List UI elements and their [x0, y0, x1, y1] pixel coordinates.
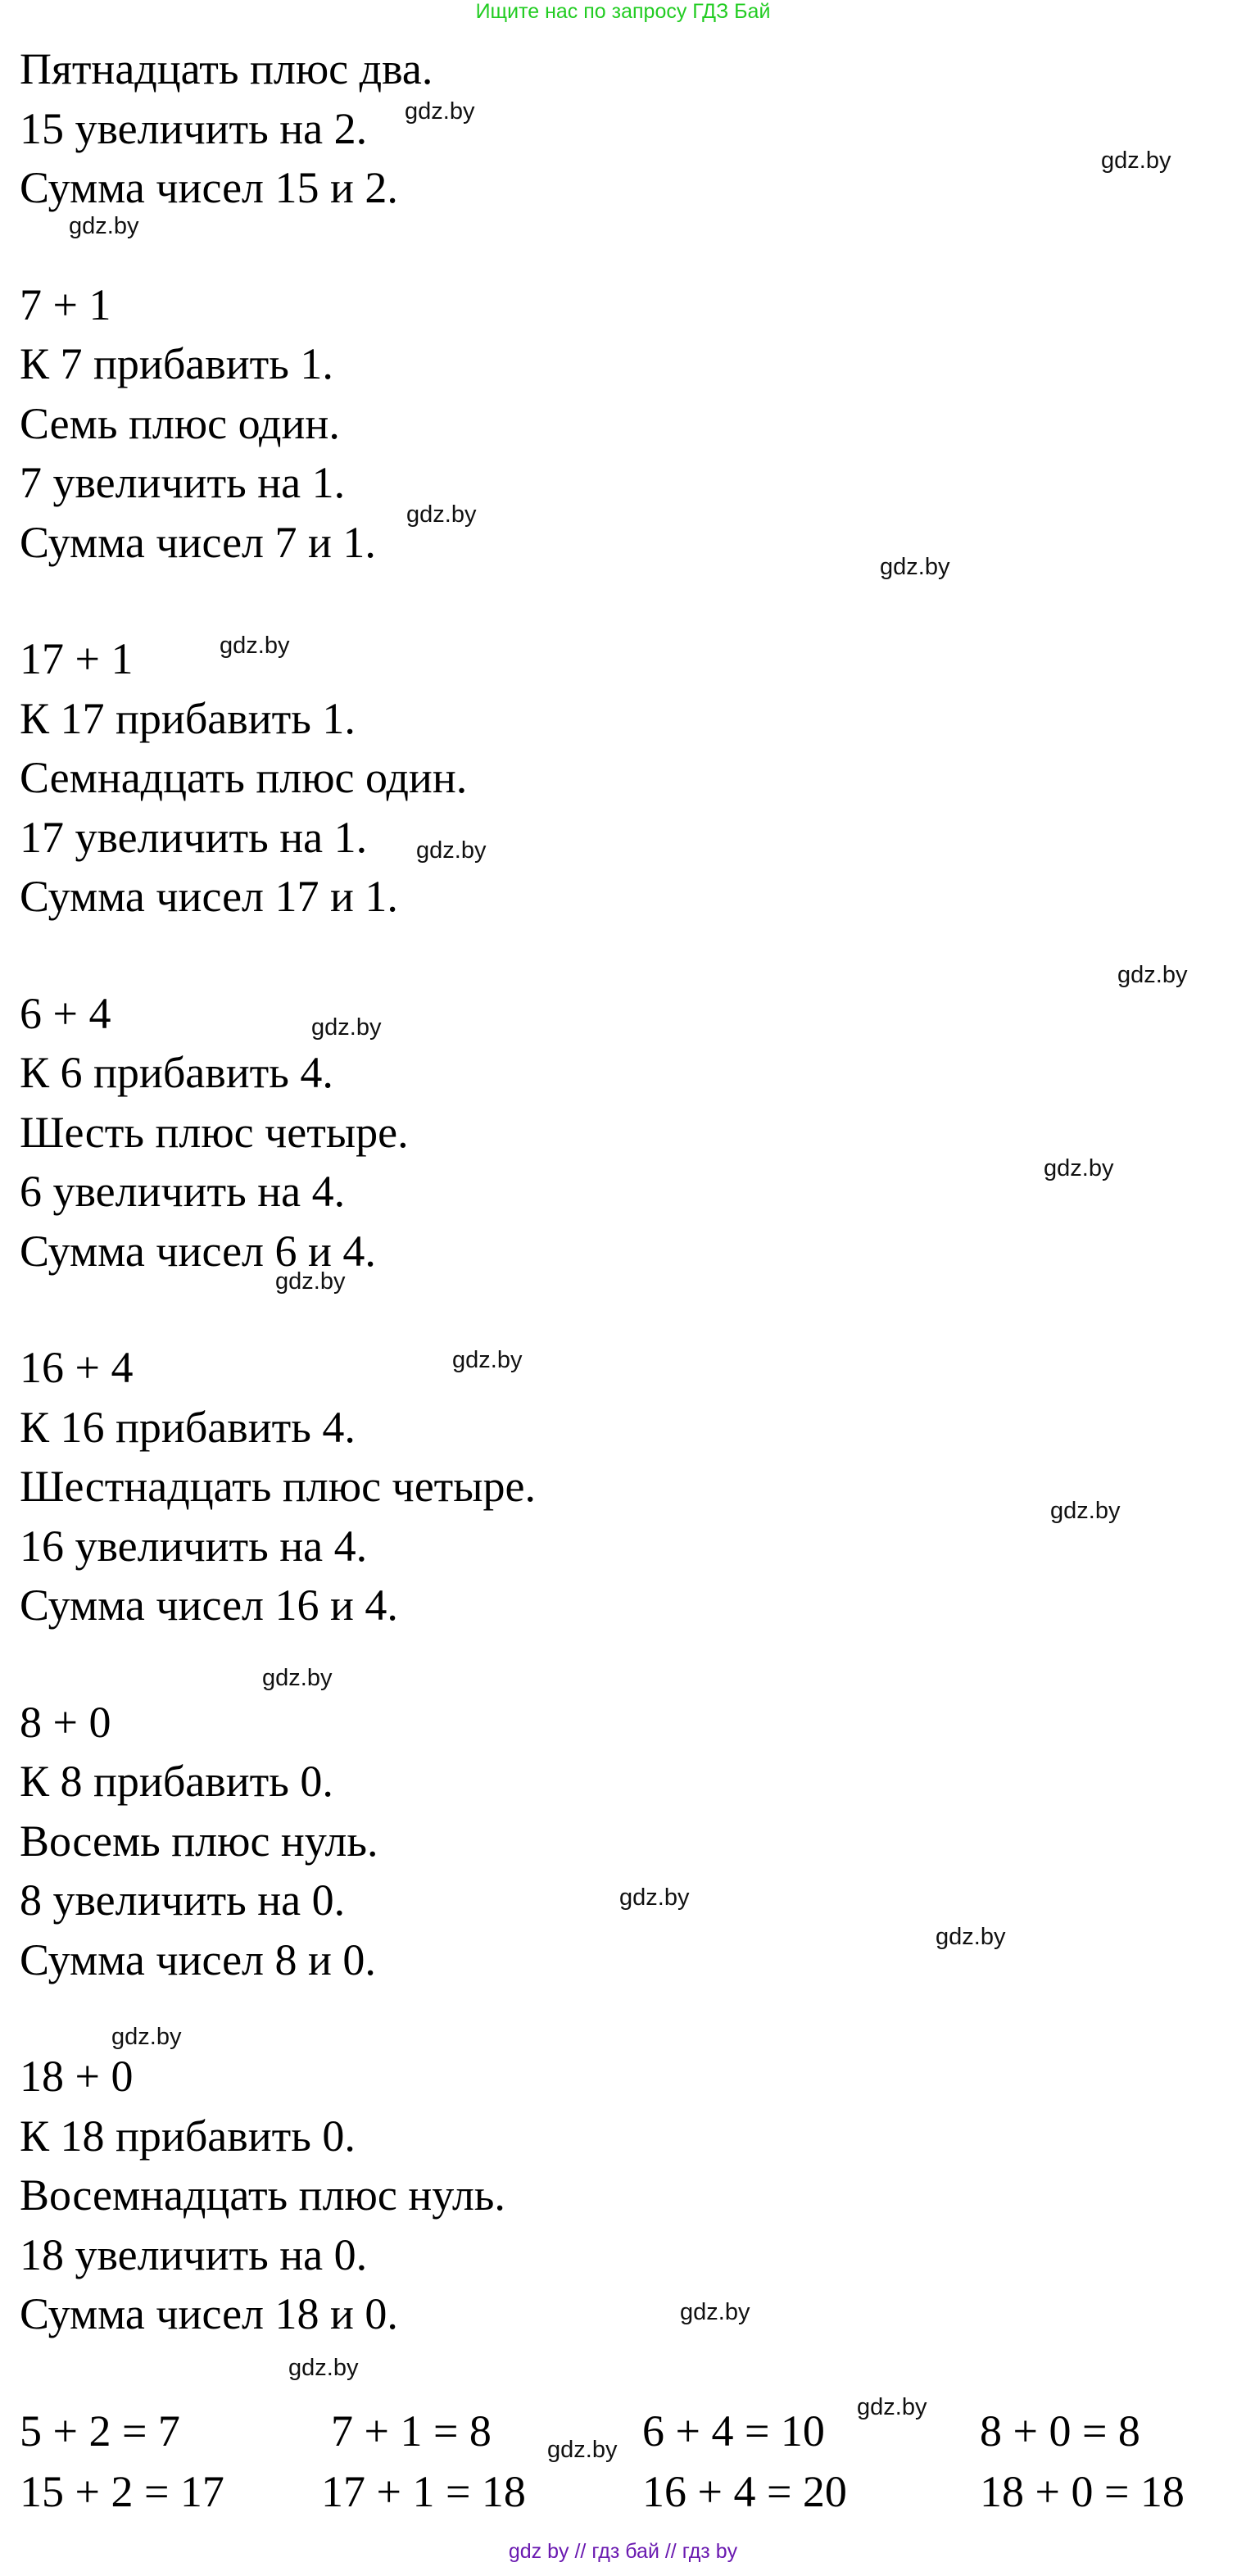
text-line: Восемь плюс нуль. [20, 1816, 378, 1866]
watermark: gdz.by [220, 633, 290, 659]
equation: 15 + 2 = 17 [20, 2467, 224, 2516]
equations-table [20, 2401, 1240, 2522]
text-line: Сумма чисел 18 и 0. [20, 2289, 398, 2338]
text-line: 18 + 0 [20, 2052, 134, 2101]
equations-row [20, 2401, 1240, 2461]
text-line: 17 + 1 [20, 634, 134, 683]
text-line: Сумма чисел 16 и 4. [20, 1581, 398, 1630]
text-line: Пятнадцать плюс два. [20, 44, 433, 93]
watermark: gdz.by [406, 501, 477, 528]
equations-row [20, 2461, 1240, 2522]
watermark: gdz.by [880, 554, 950, 580]
equation: 7 + 1 = 8 [331, 2406, 492, 2456]
text-line: Сумма чисел 17 и 1. [20, 872, 398, 921]
text-line: Сумма чисел 15 и 2. [20, 163, 398, 212]
equation: 17 + 1 = 18 [321, 2467, 526, 2516]
watermark: gdz.by [680, 2299, 750, 2325]
text-line: Сумма чисел 8 и 0. [20, 1934, 376, 1984]
expression-group [20, 1693, 536, 1990]
text-line: К 18 прибавить 0. [20, 2111, 356, 2161]
watermark: gdz.by [1050, 1498, 1121, 1524]
equation: 6 + 4 = 10 [642, 2406, 825, 2456]
text-line: К 8 прибавить 0. [20, 1757, 333, 1806]
expression-group [20, 984, 536, 1281]
answer-text [20, 39, 536, 2401]
text-line: К 7 прибавить 1. [20, 339, 333, 388]
watermark: gdz.by [111, 2024, 182, 2050]
text-line: 8 увеличить на 0. [20, 1875, 346, 1925]
watermark: gdz.by [936, 1924, 1006, 1950]
watermark: gdz.by [1101, 147, 1171, 174]
text-line: 7 + 1 [20, 279, 111, 329]
text-line: Шестнадцать плюс четыре. [20, 1462, 537, 1511]
watermark: gdz.by [405, 98, 475, 125]
search-hint-banner: Ищите нас по запросу ГДЗ Бай [475, 0, 771, 23]
watermark: gdz.by [452, 1347, 523, 1373]
equation: 5 + 2 = 7 [20, 2406, 180, 2456]
text-line: К 6 прибавить 4. [20, 1048, 333, 1097]
text-line: 6 + 4 [20, 988, 111, 1038]
text-line: 7 увеличить на 1. [20, 458, 346, 507]
text-line: 15 увеличить на 2. [20, 103, 368, 153]
equation: 18 + 0 = 18 [980, 2467, 1185, 2516]
text-line: 17 увеличить на 1. [20, 812, 368, 862]
watermark: gdz.by [275, 1268, 346, 1295]
expression-group [20, 2047, 536, 2344]
watermark: gdz.by [547, 2437, 618, 2463]
watermark: gdz.by [69, 213, 139, 239]
watermark: gdz.by [288, 2355, 359, 2381]
watermark: gdz.by [1117, 962, 1188, 988]
expression-group [20, 39, 536, 218]
text-line: 16 увеличить на 4. [20, 1521, 368, 1571]
text-line: 6 увеличить на 4. [20, 1167, 346, 1216]
text-line: Сумма чисел 6 и 4. [20, 1226, 376, 1276]
text-line: Восемнадцать плюс нуль. [20, 2170, 505, 2220]
text-line: Сумма чисел 7 и 1. [20, 517, 376, 567]
footer-link[interactable]: gdz by // гдз бай // гдз by [508, 2540, 738, 2563]
text-line: К 16 прибавить 4. [20, 1402, 356, 1452]
watermark: gdz.by [311, 1014, 382, 1041]
watermark: gdz.by [416, 837, 487, 864]
watermark: gdz.by [262, 1665, 333, 1691]
text-line: 16 + 4 [20, 1343, 134, 1392]
watermark: gdz.by [1044, 1155, 1114, 1181]
expression-group [20, 629, 536, 927]
text-line: Семнадцать плюс один. [20, 753, 468, 802]
text-line: Шесть плюс четыре. [20, 1107, 409, 1157]
watermark: gdz.by [619, 1884, 690, 1911]
text-line: К 17 прибавить 1. [20, 693, 356, 743]
text-line: Семь плюс один. [20, 398, 340, 448]
equation: 16 + 4 = 20 [642, 2467, 847, 2516]
watermark: gdz.by [857, 2394, 927, 2420]
expression-group [20, 1338, 536, 1635]
text-line: 8 + 0 [20, 1697, 111, 1747]
text-line: 18 увеличить на 0. [20, 2229, 368, 2279]
equation: 8 + 0 = 8 [980, 2406, 1140, 2456]
